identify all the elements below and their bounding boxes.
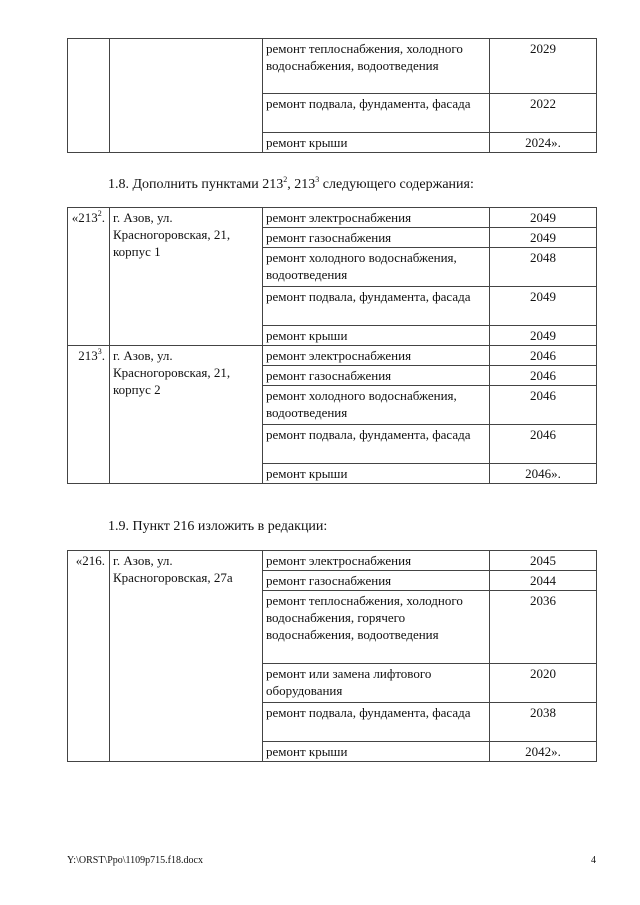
superscript: 2	[97, 209, 102, 218]
work-cell: ремонт подвала, фундамента, фасада	[263, 94, 490, 133]
item-number-cell	[68, 208, 110, 346]
footer-file-path: Y:\ORST\Ppo\1109p715.f18.docx	[67, 855, 203, 866]
work-cell: ремонт подвала, фундамента, фасада	[263, 425, 490, 464]
work-cell: ремонт теплоснабжения, холодного водоснабжения, горячего водоснабжения, водоотведения	[263, 591, 490, 664]
year-cell: 2024».	[490, 133, 597, 153]
year-cell: 2046».	[490, 464, 597, 484]
year-cell: 2048	[490, 248, 597, 287]
year-cell: 2046	[490, 386, 597, 425]
repair-table-216	[67, 550, 597, 762]
year-cell: 2044	[490, 571, 597, 591]
item-number-cell: «216.	[68, 551, 110, 762]
table-row	[68, 208, 597, 228]
work-cell: ремонт электроснабжения	[263, 208, 490, 228]
item-number-cell	[68, 346, 110, 484]
address-cell	[110, 39, 263, 153]
address-cell: г. Азов, ул. Красногоровская, 27а	[110, 551, 263, 762]
address-cell: г. Азов, ул. Красногоровская, 21, корпус 1	[110, 208, 263, 346]
item-number-suffix: .	[101, 348, 105, 363]
address-cell: г. Азов, ул. Красногоровская, 21, корпус 2	[110, 346, 263, 484]
work-cell: ремонт газоснабжения	[263, 366, 490, 386]
work-cell: ремонт крыши	[263, 133, 490, 153]
year-cell: 2049	[490, 208, 597, 228]
work-cell: ремонт или замена лифтового оборудования	[263, 664, 490, 703]
work-cell: ремонт холодного водоснабжения, водоотведения	[263, 386, 490, 425]
year-cell: 2046	[490, 425, 597, 464]
year-cell: 2046	[490, 366, 597, 386]
table-row	[68, 551, 597, 571]
table-row	[68, 346, 597, 366]
work-cell: ремонт крыши	[263, 464, 490, 484]
work-cell: ремонт электроснабжения	[263, 346, 490, 366]
year-cell: 2020	[490, 664, 597, 703]
work-cell: ремонт газоснабжения	[263, 228, 490, 248]
year-cell: 2049	[490, 287, 597, 326]
para-text: следующего содержания:	[319, 177, 474, 192]
year-cell: 2049	[490, 326, 597, 346]
year-cell: 2036	[490, 591, 597, 664]
page-number: 4	[591, 855, 596, 866]
work-cell: ремонт электроснабжения	[263, 551, 490, 571]
year-cell: 2029	[490, 39, 597, 94]
year-cell: 2045	[490, 551, 597, 571]
work-cell: ремонт крыши	[263, 326, 490, 346]
year-cell: 2022	[490, 94, 597, 133]
work-cell: ремонт крыши	[263, 742, 490, 762]
year-cell: 2049	[490, 228, 597, 248]
table-row	[68, 39, 597, 94]
item-number: «213	[71, 210, 98, 225]
work-cell: ремонт подвала, фундамента, фасада	[263, 287, 490, 326]
superscript: 3	[315, 175, 320, 184]
year-cell: 2042».	[490, 742, 597, 762]
superscript: 2	[283, 175, 288, 184]
superscript: 3	[97, 347, 102, 356]
amendment-paragraph-1-8	[108, 177, 474, 193]
year-cell: 2038	[490, 703, 597, 742]
work-cell: ремонт холодного водоснабжения, водоотведения	[263, 248, 490, 287]
work-cell: ремонт газоснабжения	[263, 571, 490, 591]
para-text: 1.8. Дополнить пунктами 213	[108, 177, 284, 192]
item-number-cell	[68, 39, 110, 153]
item-number-suffix: .	[101, 210, 105, 225]
year-cell: 2046	[490, 346, 597, 366]
work-cell: ремонт подвала, фундамента, фасада	[263, 703, 490, 742]
item-number: 213	[78, 348, 98, 363]
para-text: , 213	[287, 177, 316, 192]
repair-table-continuation	[67, 38, 597, 153]
repair-table-213	[67, 207, 597, 484]
amendment-paragraph-1-9: 1.9. Пункт 216 изложить в редакции:	[108, 519, 328, 534]
work-cell: ремонт теплоснабжения, холодного водоснабжения, водоотведения	[263, 39, 490, 94]
